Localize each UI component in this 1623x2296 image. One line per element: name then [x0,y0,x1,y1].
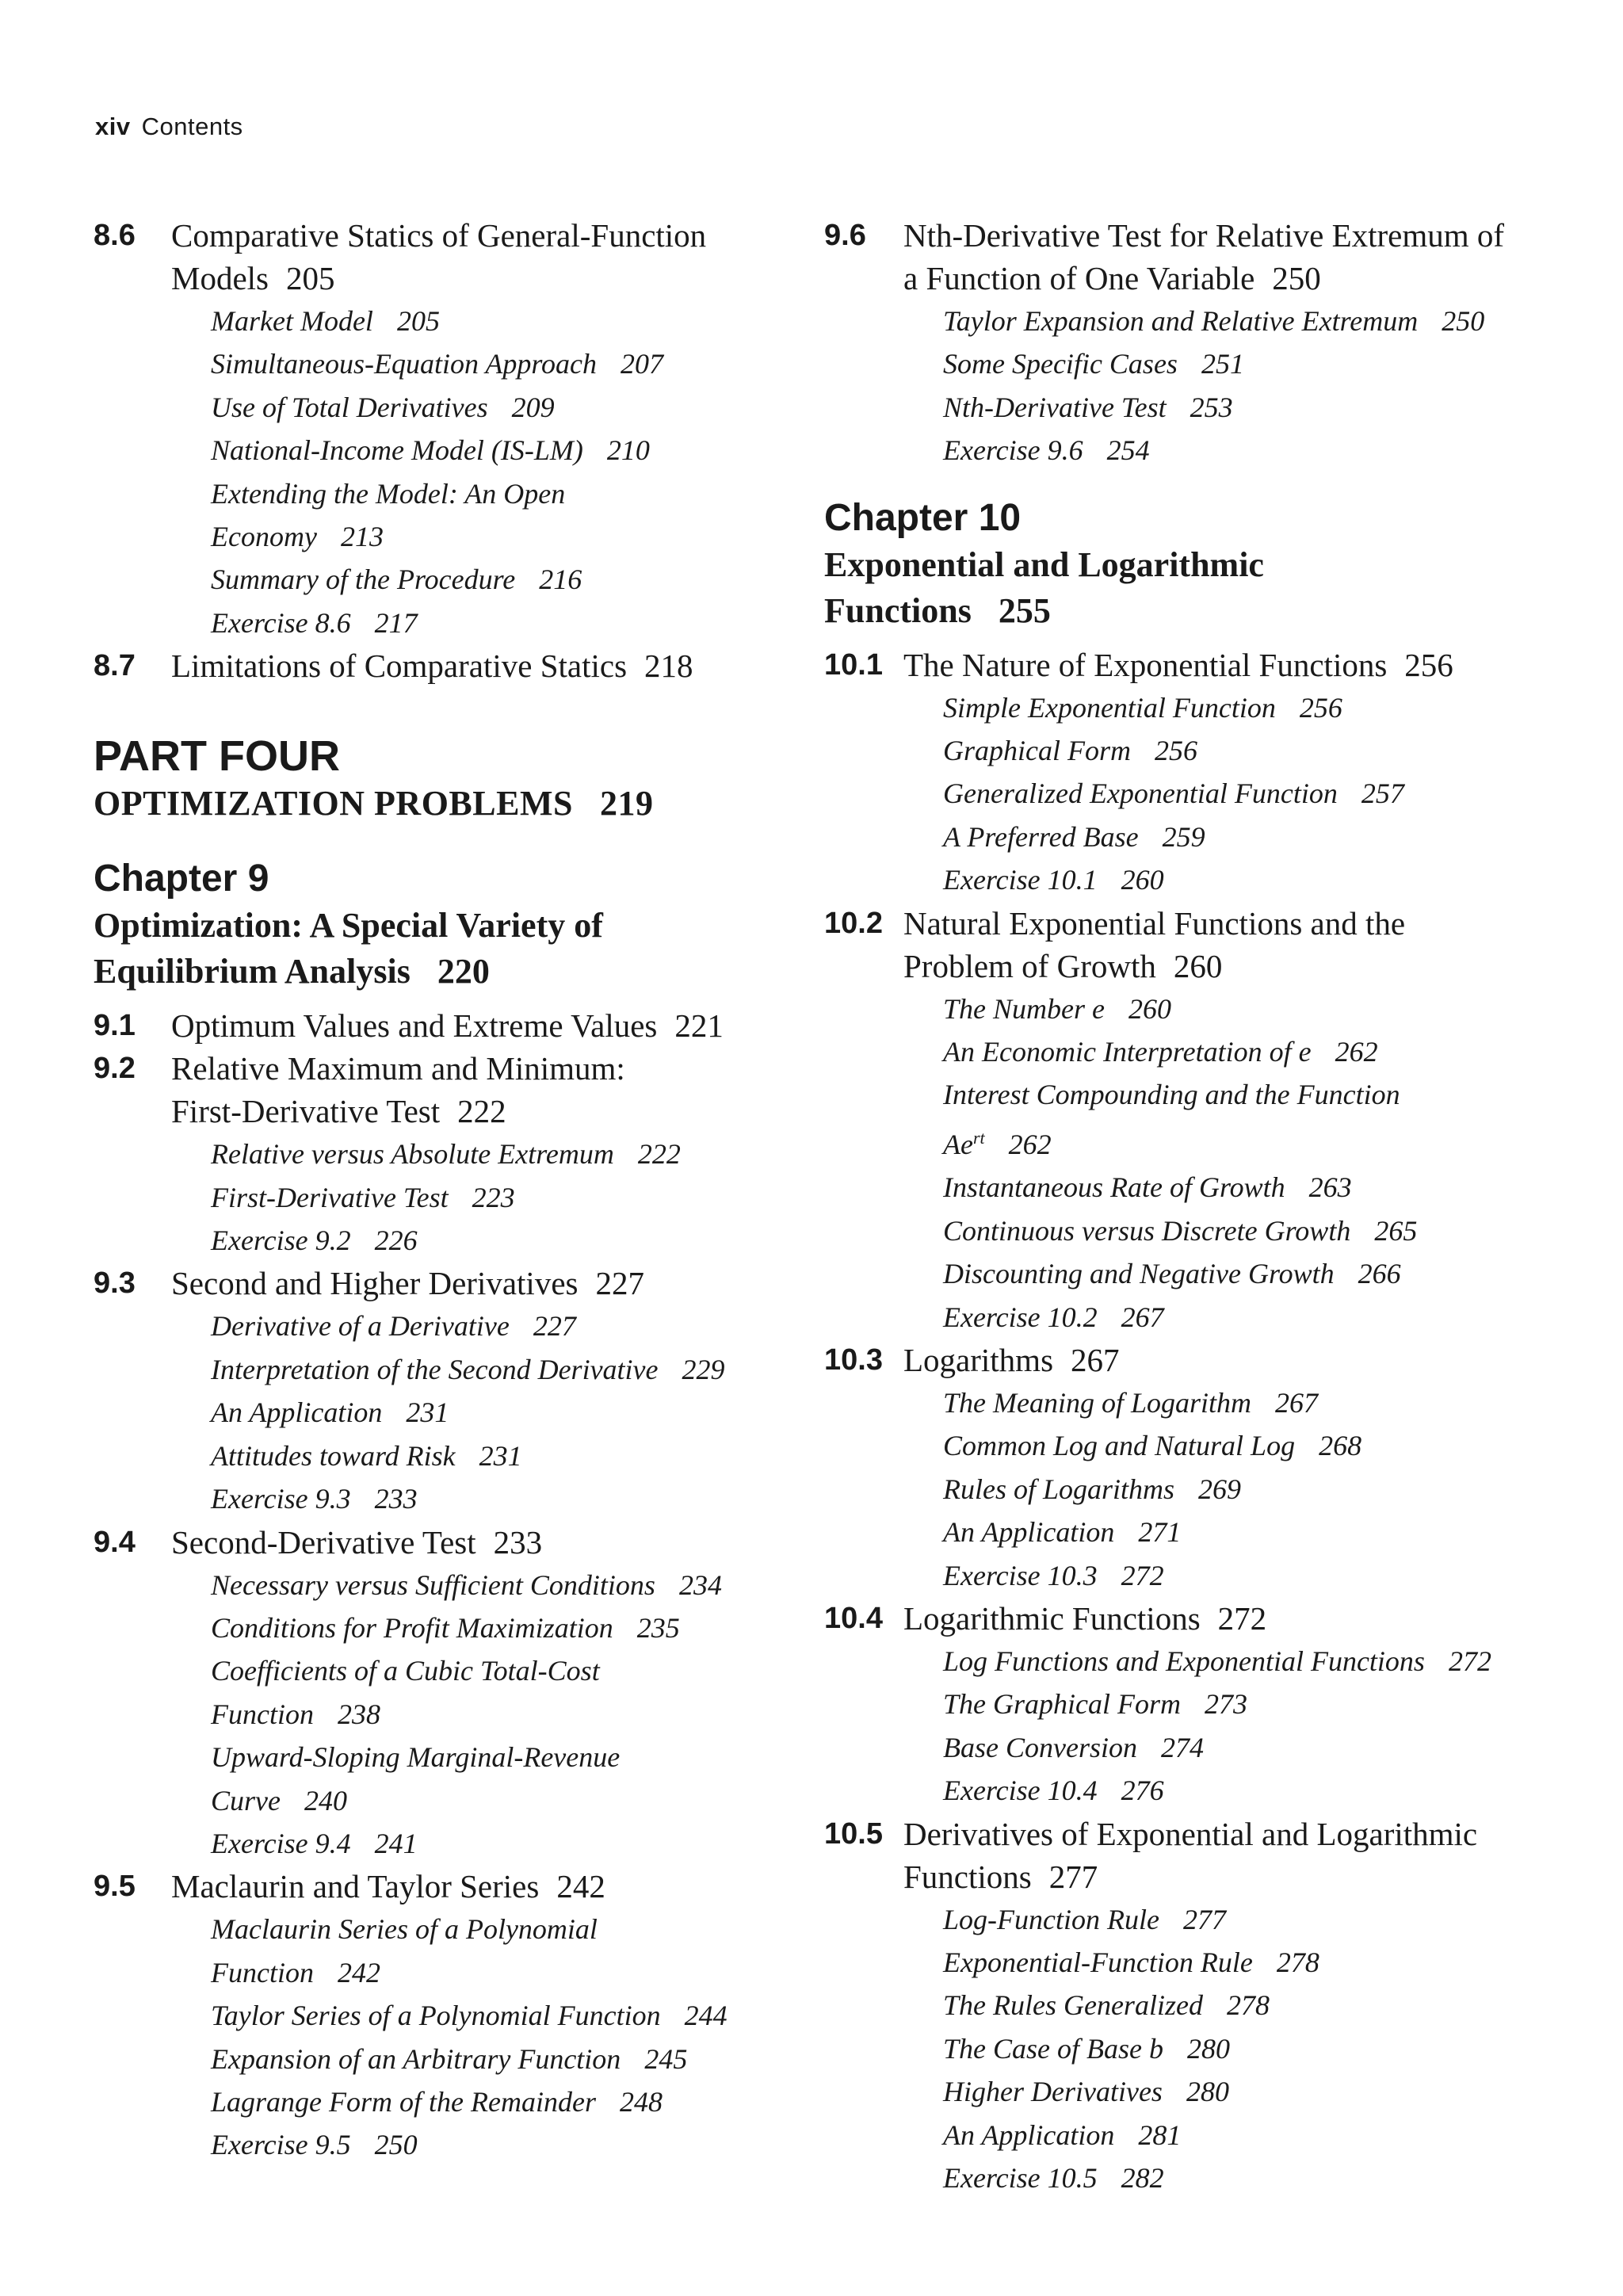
part-title[interactable] [94,781,791,827]
subsection-entry[interactable] [824,1030,1569,1073]
page-number: 241 [374,1827,418,1859]
page-number: 272 [1217,1599,1267,1637]
subsection-list [94,1133,791,1262]
subsection-entry[interactable] [824,2027,1569,2070]
section-number: 9.1 [94,1009,136,1043]
subsection-title: Exercise 9.4 [211,1827,351,1859]
subsection-title: Curve [211,1784,281,1817]
subsection-entry[interactable] [94,558,791,601]
section-title: Second and Higher Derivatives [171,1265,579,1302]
subsection-entry[interactable] [824,1296,1569,1339]
subsection-entry[interactable] [824,1166,1569,1209]
subsection-title: Interest Compounding and the Function [943,1079,1400,1111]
subsection-title: The Graphical Form [943,1688,1181,1721]
part-title-text: OPTIMIZATION PROBLEMS [94,784,573,823]
subsection-title: Exercise 9.3 [211,1483,351,1515]
subsection-title: Some Specific Cases [943,348,1178,380]
page-number: 217 [374,606,418,639]
subsection-title: Exercise 9.6 [943,434,1083,467]
page-number: 277 [1048,1858,1098,1895]
subsection-title: The Rules Generalized [943,1989,1203,2022]
subsection-entry[interactable] [94,602,791,644]
page-number: 244 [684,2000,727,2032]
chapter-title[interactable] [824,542,1569,634]
subsection-entry[interactable] [824,1424,1569,1467]
page-number: 207 [620,348,663,380]
page-number: 221 [674,1007,724,1045]
subsection-entry[interactable] [824,1769,1569,1812]
subsection-title: Relative versus Absolute Extremum [211,1138,614,1171]
page-number: 280 [1186,2032,1230,2065]
subsection-entry[interactable] [94,1822,791,1865]
toc-section-9-6[interactable] [824,214,1569,300]
subsection-title: Function [211,1956,314,1988]
page-number: 219 [599,784,654,823]
section-title-cont: Models [171,260,269,296]
section-title: Nth-Derivative Test for Relative Extremum of [903,217,1505,254]
subsection-entry[interactable] [824,2157,1569,2199]
subsection-list [824,1898,1569,2200]
section-title: The Nature of Exponential Functions [903,646,1388,683]
section-number: 9.2 [94,1052,136,1086]
subsection-entry[interactable] [94,300,791,342]
subsection-entry[interactable] [824,772,1569,815]
toc-section-10-4[interactable] [824,1597,1569,1640]
subsection-title: An Application [943,2118,1115,2151]
toc-column-left [94,214,791,2167]
subsection-entry[interactable] [824,1117,1569,1166]
subsection-title: Simultaneous-Equation Approach [211,348,597,380]
page-number: 273 [1205,1688,1247,1721]
page-number: 238 [337,1698,380,1730]
section-number: 8.7 [94,649,136,683]
subsection-title: Coefficients of a Cubic Total-Cost [211,1655,600,1687]
subsection-title: Log Functions and Exponential Functions [943,1645,1425,1677]
page-number: 231 [406,1396,449,1429]
toc-section-8-6[interactable] [94,214,791,300]
page-number: 277 [1182,1903,1226,1935]
subsection-entry[interactable] [824,1984,1569,2027]
subsection-title: Nth-Derivative Test [943,391,1167,423]
page-number: 262 [1335,1036,1378,1068]
page-number: 222 [637,1138,681,1171]
page-number: 235 [636,1611,680,1644]
subsection-title: Maclaurin Series of a Polynomial [211,1913,598,1946]
page-number: 260 [1121,864,1164,896]
section-title: Derivatives of Exponential and Logarithmic [903,1815,1478,1852]
subsection-entry[interactable] [94,1606,791,1649]
subsection-entry[interactable] [94,1693,791,1736]
subsection-title: Exercise 10.1 [943,864,1098,896]
subsection-entry[interactable] [94,1908,791,1950]
page-number: 263 [1308,1171,1352,1204]
page-number: 267 [1275,1386,1319,1419]
section-number: 9.5 [94,1870,136,1904]
toc-section-9-1[interactable] [94,1004,791,1047]
page-number: 262 [1008,1128,1052,1160]
subsection-title: Exercise 8.6 [211,606,351,639]
page-number: 233 [493,1523,543,1561]
subsection-entry[interactable] [94,386,791,429]
subsection-title: Taylor Series of a Polynomial Function [211,2000,661,2032]
subsection-list [94,1305,791,1520]
toc-section-9-2[interactable] [94,1047,791,1133]
page-number: 274 [1160,1731,1204,1763]
page-number: 278 [1226,1989,1270,2022]
subsection-entry[interactable] [824,988,1569,1030]
subsection-title: Base Conversion [943,1731,1137,1763]
subsection-entry[interactable] [824,300,1569,342]
running-head [95,113,243,141]
page-number: 281 [1138,2118,1182,2151]
page-number: 266 [1358,1258,1401,1290]
subsection-list [94,300,791,644]
subsection-entry[interactable] [824,1381,1569,1424]
subsection-title: Exercise 10.5 [943,2162,1098,2194]
subsection-title: Interpretation of the Second Derivative [211,1353,659,1385]
subsection-list [824,1640,1569,1813]
section-number: 10.4 [824,1601,883,1635]
subsection-entry[interactable] [94,1435,791,1477]
subsection-title: An Economic Interpretation of e [943,1036,1312,1068]
page-number: 254 [1106,434,1150,467]
page-number: 205 [286,260,335,296]
subsection-entry[interactable] [824,816,1569,858]
page-number: 227 [595,1265,644,1302]
subsection-entry[interactable] [824,386,1569,429]
section-number: 9.6 [824,219,866,252]
subsection-title: Market Model [211,305,373,337]
page-number: 250 [374,2129,418,2161]
chapter-title-line1: Exponential and Logarithmic [824,544,1264,584]
page-number: 222 [457,1093,506,1130]
section-title-cont: Problem of Growth [903,947,1156,984]
subsection-title: Taylor Expansion and Relative Extremum [943,305,1419,337]
page-number: 209 [511,391,555,423]
page-number: 269 [1198,1473,1242,1505]
subsection-title: Upward-Sloping Marginal-Revenue [211,1741,621,1774]
chapter-title-line1: Optimization: A Special Variety of [94,906,603,946]
chapter-label: Chapter 9 [94,858,269,900]
page-number: 253 [1190,391,1233,423]
page-number: 272 [1121,1559,1164,1591]
subsection-title: Lagrange Form of the Remainder [211,2085,596,2118]
subsection-entry[interactable] [94,1649,791,1692]
page-number: 250 [1272,260,1321,296]
subsection-entry[interactable] [824,1554,1569,1597]
page-number: 229 [682,1353,725,1385]
subsection-title: An Application [943,1516,1115,1549]
section-title-cont: a Function of One Variable [903,260,1255,296]
subsection-title: Continuous versus Discrete Growth [943,1214,1351,1247]
subsection-entry[interactable] [824,429,1569,472]
subsection-entry[interactable] [94,429,791,472]
page-number: 256 [1155,735,1197,767]
page-number: 256 [1404,646,1453,683]
subsection-title: Exercise 9.2 [211,1224,351,1257]
subsection-entry[interactable] [94,1305,791,1347]
page-number: 226 [374,1224,418,1257]
subsection-entry[interactable] [824,858,1569,901]
page-number: 240 [304,1784,347,1817]
page-folio: xiv [95,113,131,140]
page-number: 234 [678,1568,722,1601]
page-number: 242 [556,1868,605,1905]
subsection-entry[interactable] [94,1564,791,1606]
page-number: 205 [396,305,440,337]
chapter-title-line2: Functions [824,590,972,630]
toc-section-9-4[interactable] [94,1521,791,1564]
subsection-entry[interactable] [824,1683,1569,1725]
subsection-title: Exercise 9.5 [211,2129,351,2161]
part-label: PART FOUR [94,732,340,781]
subsection-title: Exponential-Function Rule [943,1946,1253,1978]
page-number: 260 [1173,947,1223,984]
page-number: 271 [1138,1516,1182,1549]
subsection-entry[interactable] [824,1511,1569,1553]
subsection-title: Ae [943,1128,973,1160]
subsection-title: Simple Exponential Function [943,691,1276,724]
subsection-entry[interactable] [94,1994,791,2037]
subsection-title: Higher Derivatives [943,2076,1163,2108]
subsection-entry[interactable] [824,1073,1569,1116]
page-number: 260 [1128,992,1171,1025]
page-number: 268 [1319,1430,1362,1462]
subsection-title: Graphical Form [943,735,1131,767]
page-number: 250 [1442,305,1485,337]
page-number: 267 [1121,1301,1164,1333]
subsection-title: Generalized Exponential Function [943,777,1338,810]
superscript: rt [972,1127,985,1148]
page-number: 231 [479,1439,522,1472]
subsection-title: Common Log and Natural Log [943,1430,1296,1462]
subsection-entry[interactable] [94,1391,791,1434]
subsection-entry[interactable] [94,515,791,558]
subsection-title: An Application [211,1396,383,1429]
toc-section-10-3[interactable] [824,1339,1569,1381]
section-title: Relative Maximum and Minimum: [171,1050,625,1087]
subsection-entry[interactable] [94,1951,791,1994]
chapter-label: Chapter 10 [824,496,1022,539]
subsection-entry[interactable] [824,686,1569,729]
subsection-title: Function [211,1698,314,1730]
toc-section-10-5[interactable] [824,1813,1569,1898]
page-number: 216 [539,563,582,596]
chapter-title[interactable] [94,903,791,995]
subsection-title: Derivative of a Derivative [211,1310,510,1343]
subsection-title: Discounting and Negative Growth [943,1258,1335,1290]
subsection-title: Attitudes toward Risk [211,1439,456,1472]
subsection-entry[interactable] [824,1640,1569,1683]
toc-section-9-3[interactable] [94,1262,791,1305]
page-number: 265 [1374,1214,1418,1247]
page-number: 282 [1121,2162,1164,2194]
subsection-title: A Preferred Base [943,820,1139,853]
page-number: 280 [1186,2076,1229,2108]
subsection-title: Instantaneous Rate of Growth [943,1171,1285,1204]
toc-section-10-2[interactable] [824,902,1569,988]
page-number: 213 [340,521,384,553]
page-number: 272 [1448,1645,1491,1677]
subsection-title: Exercise 10.3 [943,1559,1098,1591]
section-number: 9.3 [94,1266,136,1301]
page-number: 233 [374,1483,418,1515]
section-number: 9.4 [94,1525,136,1559]
subsection-title: Summary of the Procedure [211,563,516,596]
subsection-title: Extending the Model: An Open [211,477,566,510]
subsection-entry[interactable] [94,1736,791,1778]
toc-column-right [824,214,1569,2199]
section-number: 10.2 [824,906,883,940]
subsection-title: Economy [211,521,317,553]
subsection-title: Exercise 10.2 [943,1301,1098,1333]
section-title: Limitations of Comparative Statics [171,648,628,685]
running-head-title: Contents [141,113,243,140]
subsection-list [824,300,1569,472]
page-number: 278 [1276,1946,1319,1978]
subsection-entry[interactable] [94,342,791,385]
chapter-title-line2: Equilibrium Analysis [94,952,411,991]
subsection-list [94,1908,791,2166]
subsection-entry[interactable] [824,1209,1569,1252]
subsection-entry[interactable] [94,1176,791,1219]
subsection-entry[interactable] [94,472,791,515]
subsection-title: Expansion of an Arbitrary Function [211,2042,621,2075]
page-number: 255 [998,590,1051,630]
subsection-title: The Meaning of Logarithm [943,1386,1252,1419]
page-number: 276 [1121,1775,1164,1807]
subsection-entry[interactable] [824,342,1569,385]
section-number: 10.5 [824,1817,883,1851]
page-number: 259 [1162,820,1205,853]
subsection-entry[interactable] [824,1252,1569,1295]
page-number: 245 [644,2042,688,2075]
page-number: 218 [644,648,693,685]
subsection-entry[interactable] [94,1779,791,1822]
section-title: Natural Exponential Functions and the [903,904,1406,942]
section-title: Comparative Statics of General-Function [171,217,707,254]
page-number: 257 [1361,777,1404,810]
subsection-title: First-Derivative Test [211,1181,449,1213]
section-title: Logarithmic Functions [903,1599,1201,1637]
subsection-entry[interactable] [824,2114,1569,2157]
subsection-title: The Case of Base b [943,2032,1163,2065]
section-title-cont: Functions [903,1858,1032,1895]
section-title: Maclaurin and Taylor Series [171,1868,540,1905]
subsection-title: Necessary versus Sufficient Conditions [211,1568,655,1601]
toc-section-9-5[interactable] [94,1865,791,1908]
page-number: 223 [472,1181,515,1213]
subsection-title: National-Income Model (IS-LM) [211,434,583,467]
subsection-entry[interactable] [824,729,1569,772]
subsection-title: Conditions for Profit Maximization [211,1611,613,1644]
subsection-list [824,1381,1569,1597]
subsection-entry[interactable] [824,1726,1569,1769]
page-number: 227 [533,1310,576,1343]
subsection-entry[interactable] [94,1219,791,1262]
subsection-title: Log-Function Rule [943,1903,1159,1935]
page-number: 267 [1071,1341,1120,1378]
section-title: Logarithms [903,1341,1054,1378]
subsection-entry[interactable] [824,1941,1569,1984]
subsection-entry[interactable] [824,1468,1569,1511]
section-number: 10.1 [824,648,883,682]
section-title-cont: First-Derivative Test [171,1093,441,1130]
page-number: 251 [1201,348,1244,380]
subsection-entry[interactable] [94,1133,791,1175]
section-title: Optimum Values and Extreme Values [171,1007,658,1045]
page-number: 256 [1299,691,1342,724]
toc-section-10-1[interactable] [824,644,1569,686]
page-number: 242 [337,1956,380,1988]
subsection-entry[interactable] [94,2123,791,2166]
subsection-entry[interactable] [824,2070,1569,2113]
subsection-entry[interactable] [94,1348,791,1391]
subsection-entry[interactable] [94,2080,791,2123]
subsection-title: The Number e [943,992,1105,1025]
subsection-entry[interactable] [824,1898,1569,1941]
section-title: Second-Derivative Test [171,1523,476,1561]
subsection-title: Rules of Logarithms [943,1473,1175,1505]
subsection-list [824,988,1569,1339]
subsection-title: Exercise 10.4 [943,1775,1098,1807]
subsection-title: Use of Total Derivatives [211,391,488,423]
toc-section-8-7[interactable] [94,644,791,687]
page-number: 248 [619,2085,663,2118]
section-number: 10.3 [824,1343,883,1377]
subsection-list [94,1564,791,1866]
page-number: 220 [437,952,490,991]
page-number: 210 [606,434,650,467]
subsection-entry[interactable] [94,1477,791,1520]
subsection-entry[interactable] [94,2038,791,2080]
section-number: 8.6 [94,219,136,252]
subsection-list [824,686,1569,902]
